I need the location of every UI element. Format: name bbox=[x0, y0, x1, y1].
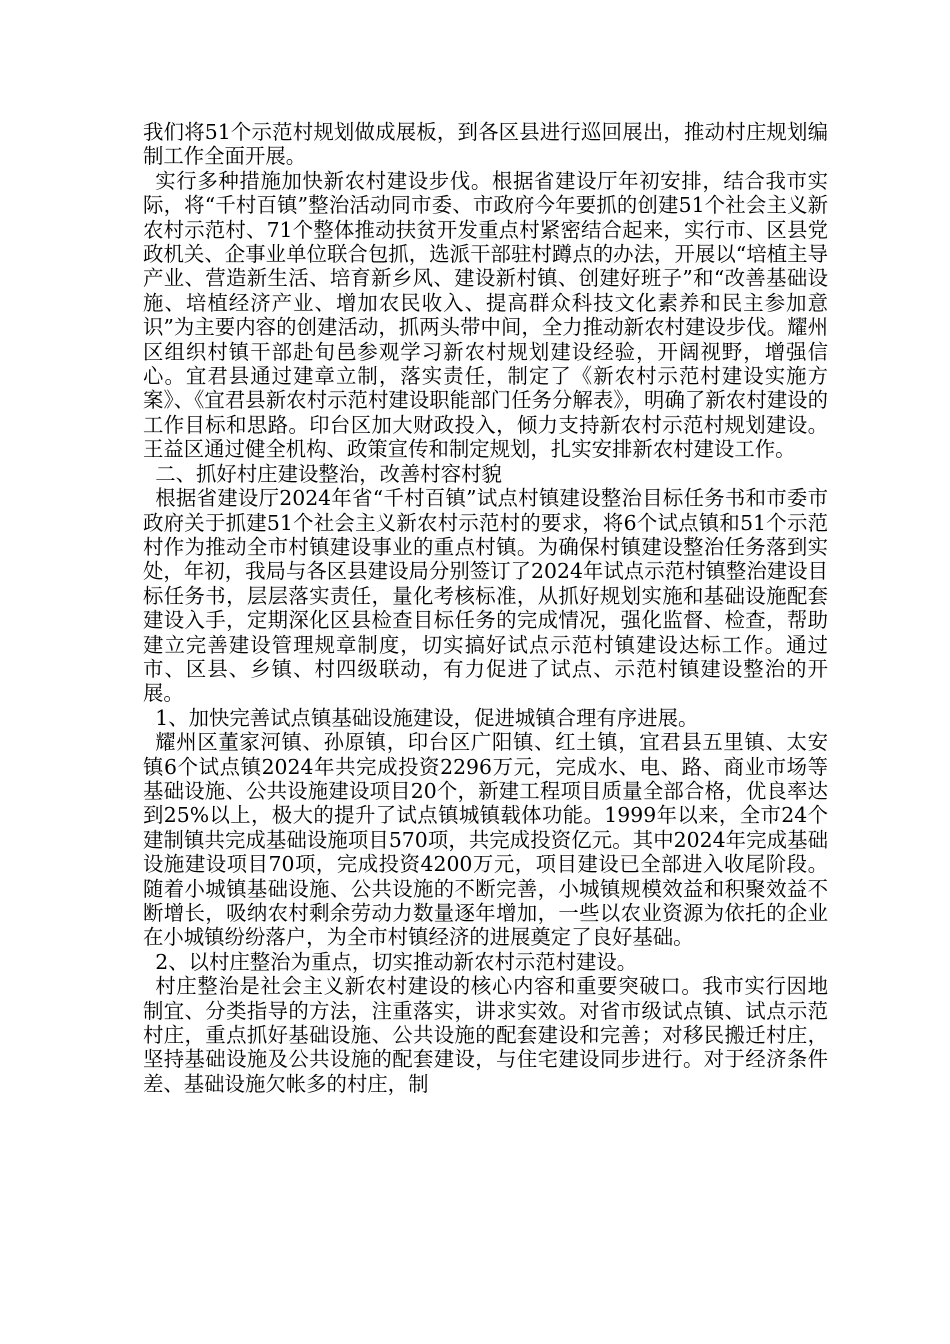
paragraph-4: 耀州区董家河镇、孙原镇，印台区广阳镇、红土镇，宜君县五里镇、太安镇6个试点镇2024年共完成投资2296万元，完成水、电、路、商业市场等基础设施、公共设施建设项目20个，新建工程项目质量全部合格，优良率达到25%以上，极大的提升了试点镇城镇载体功能。1999年以来，全市24个建制镇共完成基础设施项目570项，共完成投资亿元。其中2024年完成基础设施建设项目70项，完成投资4200万元，项目建设已全部进入收尾阶段。随着小城镇基础设施、公共设施的不断完善，小城镇规模效益和积聚效益不断增长，吸纳农村剩余劳动力数量逐年增加，一些以农业资源为依托的企业在小城镇纷纷落户，为全市村镇经济的进展奠定了良好基础。 bbox=[143, 730, 828, 950]
document-body bbox=[143, 120, 828, 1096]
paragraph-2: 实行多种措施加快新农村建设步伐。根据省建设厅年初安排，结合我市实际，将“千村百镇”整治活动同市委、市政府今年要抓的创建51个社会主义新农村示范村、71个整体推动扶贫开发重点村紧密结合起来，实行市、区县党政机关、企事业单位联合包抓，选派干部驻村蹲点的办法，开展以“培植主导产业、营造新生活、培育新乡风、建设新村镇、创建好班子”和“改善基础设施、培植经济产业、增加农民收入、提高群众科技文化素养和民主参加意识”为主要内容的创建活动，抓两头带中间，全力推动新农村建设步伐。耀州区组织村镇干部赴旬邑参观学习新农村规划建设经验，开阔视野，增强信心。宜君县通过建章立制，落实责任，制定了《新农村示范村建设实施方案》、《宜君县新农村示范村建设职能部门任务分解表》，明确了新农村建设的工作目标和思路。印台区加大财政投入，倾力支持新农村示范村规划建设。王益区通过健全机构、政策宣传和制定规划，扎实安排新农村建设工作。 bbox=[143, 168, 828, 462]
paragraph-3: 根据省建设厅2024年省“千村百镇”试点村镇建设整治目标任务书和市委市政府关于抓建51个社会主义新农村示范村的要求，将6个试点镇和51个示范村作为推动全市村镇建设事业的重点村镇。为确保村镇建设整治任务落到实处，年初，我局与各区县建设局分别签订了2024年试点示范村镇整治建设目标任务书，层层落实责任，量化考核标准，从抓好规划实施和基础设施配套建设入手，定期深化区县检查目标任务的完成情况，强化监督、检查，帮助建立完善建设管理规章制度，切实搞好试点示范村镇建设达标工作。通过市、区县、乡镇、村四级联动，有力促进了试点、示范村镇建设整治的开展。 bbox=[143, 486, 828, 706]
paragraph-5: 村庄整治是社会主义新农村建设的核心内容和重要突破口。我市实行因地制宜、分类指导的方法，注重落实，讲求实效。对省市级试点镇、试点示范村庄，重点抓好基础设施、公共设施的配套建设和完善；对移民搬迁村庄，坚持基础设施及公共设施的配套建设，与住宅建设同步进行。对于经济条件差、基础设施欠帐多的村庄，制 bbox=[143, 974, 828, 1096]
section-heading-2: 二、抓好村庄建设整治，改善村容村貌 bbox=[155, 461, 502, 486]
subheading-1: 1、加快完善试点镇基础设施建设，促进城镇合理有序进展。 bbox=[155, 705, 699, 730]
paragraph-1: 我们将51个示范村规划做成展板，到各区县进行巡回展出，推动村庄规划编制工作全面开展。 bbox=[143, 120, 828, 169]
subheading-2: 2、以村庄整治为重点，切实推动新农村示范村建设。 bbox=[155, 949, 638, 974]
